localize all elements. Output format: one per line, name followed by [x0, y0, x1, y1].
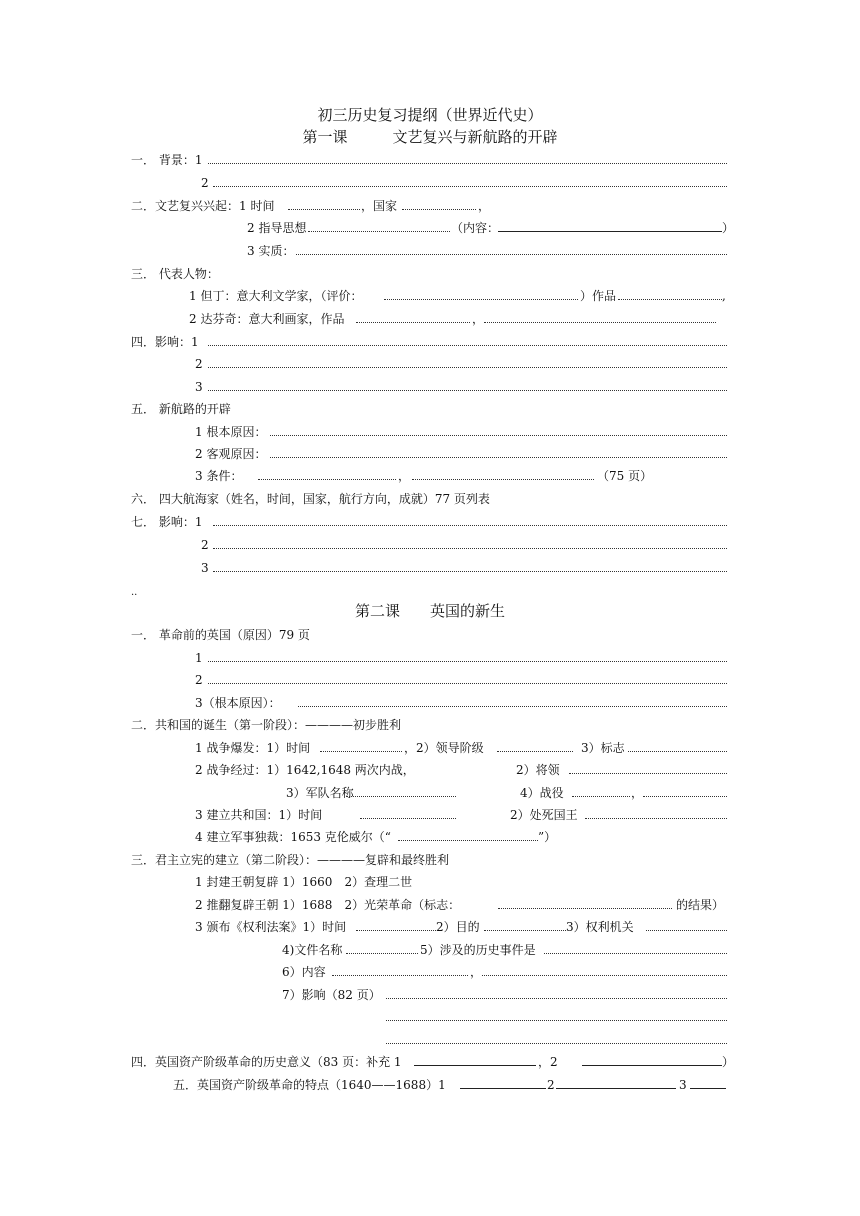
docname-label: 4)文件名称 — [282, 943, 343, 957]
l2-s1-label: 一． 革命前的英国（原因）79 页 — [131, 628, 310, 642]
mark-label: 3）标志 — [581, 741, 625, 755]
blank-field[interactable] — [360, 818, 456, 819]
blank-field[interactable] — [544, 953, 727, 954]
blank-field[interactable] — [386, 1043, 727, 1044]
l2-s3-row3 — [0, 920, 860, 934]
process-label: 2 战争经过：1）1642,1648 两次内战， — [195, 763, 415, 777]
blank-field[interactable] — [270, 435, 727, 436]
blank-field[interactable] — [618, 299, 722, 300]
l1-s2-row2 — [0, 221, 860, 235]
root-cause-label: 3（根本原因）： — [195, 696, 281, 710]
blank-field[interactable] — [308, 231, 450, 232]
purpose-label: 2）目的 — [436, 920, 480, 934]
blank-field[interactable] — [386, 1020, 727, 1021]
l2-s3-row2 — [0, 898, 860, 912]
l1-s5-row2 — [0, 425, 860, 439]
lesson1-heading: 第一课 文艺复兴与新航路的开辟 — [302, 128, 558, 146]
blank-field[interactable] — [258, 479, 396, 480]
blank-field[interactable] — [498, 231, 722, 232]
blank-field[interactable] — [208, 367, 727, 368]
blank-field[interactable] — [412, 479, 594, 480]
blank-field[interactable] — [386, 998, 727, 999]
content-close: ） — [722, 221, 735, 235]
l2-s2-row2 — [0, 763, 860, 777]
outbreak-label: 1 战争爆发：1）时间 — [195, 741, 311, 755]
blank-field[interactable] — [482, 975, 727, 976]
comma: ， — [472, 312, 485, 326]
l1-s3-label: 三． 代表人物： — [131, 267, 219, 281]
l2-s3-row0 — [0, 853, 860, 867]
l1-s7-row1 — [0, 515, 860, 529]
battle-label: 4）战役 — [520, 786, 564, 800]
bill-label: 3 颁布《权利法案》1）时间 — [195, 920, 347, 934]
l2-s3-row8 — [0, 1033, 860, 1047]
l1-s2-label: 二．文艺复兴兴起：1 时间 — [131, 199, 275, 213]
blank-field[interactable] — [582, 1065, 722, 1066]
general-label: 2）将领 — [516, 763, 560, 777]
condition-label: 3 条件： — [195, 469, 243, 483]
blank-field[interactable] — [569, 773, 727, 774]
blank-field[interactable] — [646, 930, 727, 931]
blank-field[interactable] — [628, 751, 727, 752]
blank-field[interactable] — [414, 1065, 536, 1066]
blank-field[interactable] — [384, 299, 578, 300]
blank-field[interactable] — [332, 975, 468, 976]
item-number: 1 — [195, 651, 203, 665]
l1-s7-row3 — [0, 561, 860, 575]
blank-field[interactable] — [398, 840, 538, 841]
blank-field[interactable] — [208, 683, 727, 684]
comma: ， — [398, 469, 411, 483]
blank-field[interactable] — [208, 163, 727, 164]
blank-field[interactable] — [288, 209, 360, 210]
dictator-end: ”） — [538, 830, 557, 844]
country-label: ，国家 — [361, 199, 398, 213]
l1-s3-row1 — [0, 267, 860, 281]
blank-field[interactable] — [346, 796, 456, 797]
l2-s3-row7 — [0, 1010, 860, 1024]
blank-field[interactable] — [402, 209, 476, 210]
item-number: 3 — [195, 380, 203, 394]
blank-field[interactable] — [460, 1088, 546, 1089]
comma: ， — [478, 199, 491, 213]
blank-field[interactable] — [213, 571, 727, 572]
l2-s5-row — [0, 1078, 860, 1092]
l2-s3-row1 — [0, 875, 860, 889]
item-2-label: ，2 — [538, 1055, 558, 1069]
leader-label: ，2）领导阶级 — [404, 741, 484, 755]
l2-s3-row6 — [0, 988, 860, 1002]
l1-s6-row — [0, 492, 860, 506]
dictator-label: 4 建立军事独裁：1653 克伦威尔（“ — [195, 830, 391, 844]
blank-field[interactable] — [346, 953, 418, 954]
blank-field[interactable] — [497, 751, 573, 752]
l1-s5-row3 — [0, 447, 860, 461]
lesson2-heading: 第二课 英国的新生 — [354, 602, 505, 620]
restore-label: 1 封建王朝复辟 1）1660 2）查理二世 — [195, 875, 413, 889]
blank-field[interactable] — [690, 1088, 726, 1089]
vinci-label: 2 达芬奇：意大利画家，作品 — [189, 312, 345, 326]
l1-s5-row4 — [0, 469, 860, 483]
blank-field[interactable] — [298, 706, 727, 707]
overthrow-end: 的结果） — [676, 898, 725, 912]
blank-field[interactable] — [556, 1088, 676, 1089]
document-title: 初三历史复习提纲（世界近代史） — [317, 106, 543, 124]
l1-s4-row3 — [0, 380, 860, 394]
comma: ， — [631, 786, 644, 800]
l2-s4-label: 四．英国资产阶级革命的历史意义（83 页：补充 1 — [131, 1055, 402, 1069]
l1-s2-row3 — [0, 244, 860, 258]
overthrow-label: 2 推翻复辟王朝 1）1688 2）光荣革命（标志： — [195, 898, 461, 912]
blank-field[interactable] — [643, 796, 727, 797]
works-label: ）作品 — [580, 289, 617, 303]
l1-s6-label: 六． 四大航海家（姓名，时间，国家，航行方向，成就）77 页列表 — [131, 492, 490, 506]
blank-field[interactable] — [498, 908, 672, 909]
root-cause-label: 1 根本原因： — [195, 425, 267, 439]
guide-label: 2 指导思想 — [247, 221, 307, 235]
l2-s2-row1 — [0, 741, 860, 755]
item-number: 2 — [547, 1078, 555, 1092]
item-number: 3 — [679, 1078, 687, 1092]
execute-label: 2）处死国王 — [510, 808, 578, 822]
l2-s2-row5 — [0, 830, 860, 844]
l1-s1-row1 — [0, 153, 860, 167]
blank-field[interactable] — [270, 457, 727, 458]
item-number: 2 — [201, 176, 209, 190]
blank-field[interactable] — [572, 796, 630, 797]
blank-field[interactable] — [296, 254, 727, 255]
l2-s3-label: 三．君主立宪的建立（第二阶段）：————复辟和最终胜利 — [131, 853, 450, 867]
blank-field[interactable] — [356, 930, 436, 931]
event-label: 5）涉及的历史事件是 — [420, 943, 536, 957]
l2-s3-row4 — [0, 943, 860, 957]
blank-field[interactable] — [208, 345, 727, 346]
blank-field[interactable] — [208, 390, 727, 391]
blank-field[interactable] — [484, 322, 716, 323]
close-paren: ） — [722, 1055, 735, 1069]
blank-field[interactable] — [208, 661, 727, 662]
item-number: 3 — [201, 561, 209, 575]
l2-s2-row3 — [0, 786, 860, 800]
l1-s2-row1 — [0, 199, 860, 213]
blank-field[interactable] — [585, 818, 727, 819]
l1-s3-row2 — [0, 289, 860, 303]
l1-s1-row2 — [0, 176, 860, 190]
impact-label: 7）影响（82 页） — [282, 988, 381, 1002]
content-label: 6）内容 — [282, 965, 326, 979]
blank-field[interactable] — [356, 322, 470, 323]
l1-s3-row3 — [0, 312, 860, 326]
essence-label: 3 实质： — [247, 244, 295, 258]
l2-s2-row4 — [0, 808, 860, 822]
l2-s3-row5 — [0, 965, 860, 979]
l1-s5-label: 五． 新航路的开辟 — [131, 402, 231, 416]
content-open: （内容： — [451, 221, 500, 235]
blank-field[interactable] — [484, 930, 566, 931]
blank-field[interactable] — [213, 186, 727, 187]
blank-field[interactable] — [213, 525, 727, 526]
l1-s4-label: 四．影响：1 — [131, 335, 199, 349]
l1-s7-label: 七． 影响：1 — [131, 515, 203, 529]
l2-s5-label: 五．英国资产阶级革命的特点（1640——1688）1 — [173, 1078, 446, 1092]
l1-s4-row1 — [0, 335, 860, 349]
organ-label: 3）权利机关 — [566, 920, 634, 934]
blank-field[interactable] — [320, 751, 402, 752]
blank-field[interactable] — [213, 548, 727, 549]
l2-s4-row — [0, 1055, 860, 1069]
comma: ， — [470, 965, 483, 979]
l2-s1-row1 — [0, 651, 860, 665]
item-number: 2 — [195, 673, 203, 687]
l2-s1-row3 — [0, 696, 860, 710]
item-number: 2 — [201, 538, 209, 552]
l2-s2-label: 二．共和国的诞生（第一阶段）：————初步胜利 — [131, 718, 402, 732]
founding-label: 3 建立共和国：1）时间 — [195, 808, 323, 822]
page-ref: （75 页） — [597, 469, 653, 483]
army-label: 3）军队名称 — [286, 786, 354, 800]
l1-s5-row1 — [0, 402, 860, 416]
l2-s1-row0 — [0, 628, 860, 642]
l1-s7-row2 — [0, 538, 860, 552]
l1-s4-row2 — [0, 357, 860, 371]
item-number: 2 — [195, 357, 203, 371]
l1-s1-label: 一． 背景：1 — [131, 153, 203, 167]
dante-label: 1 但丁：意大利文学家，（评价： — [189, 289, 363, 303]
objective-cause-label: 2 客观原因： — [195, 447, 267, 461]
l2-s1-row2 — [0, 673, 860, 687]
dante-end: , — [722, 289, 726, 303]
l2-s2-row0 — [0, 718, 860, 732]
stray-mark: .. — [131, 587, 138, 598]
